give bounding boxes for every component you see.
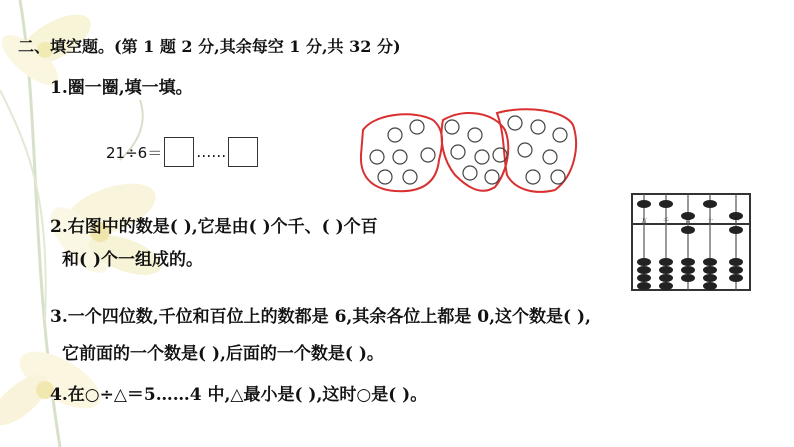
q3-line2: 它前面的一个数是( ),后面的一个数是( )。	[62, 344, 384, 364]
dot	[451, 145, 465, 159]
bead	[659, 274, 673, 282]
dot	[370, 150, 384, 164]
q3-line1: 3.一个四位数,千位和百位上的数都是 6,其余各位上都是 0,这个数是( ),	[50, 307, 591, 327]
bead	[729, 274, 743, 282]
bead	[637, 282, 651, 290]
bead	[703, 258, 717, 266]
q4-line1: 4.在○÷△＝5……4 中,△最小是( ),这时○是( )。	[50, 385, 428, 405]
abacus-label-wan: 万	[640, 218, 648, 225]
q1-title: 1.圈一圈,填一填。	[50, 78, 193, 98]
dot	[526, 170, 540, 184]
bead	[681, 274, 695, 282]
dot	[421, 148, 435, 162]
dot	[410, 120, 424, 134]
bead	[659, 258, 673, 266]
quotient-box[interactable]	[164, 137, 194, 167]
bead	[729, 258, 743, 266]
bead	[729, 266, 743, 274]
group-outline-1	[361, 114, 442, 191]
abacus-label-ge: 个	[732, 218, 740, 225]
bead	[659, 266, 673, 274]
q2-line1: 2.右图中的数是( ),它是由( )个千、( )个百	[50, 217, 378, 237]
section-heading: 二、填空题。(第 1 题 2 分,其余每空 1 分,共 32 分)	[18, 37, 401, 56]
dot	[553, 128, 567, 142]
q1-equation-row	[106, 137, 258, 167]
bead	[703, 282, 717, 290]
bead	[659, 200, 673, 208]
bead	[681, 258, 695, 266]
dot	[508, 116, 522, 130]
bead	[703, 266, 717, 274]
q1-equation: 21÷6＝	[106, 143, 163, 162]
bead	[681, 266, 695, 274]
bead	[659, 282, 673, 290]
bead	[681, 226, 695, 234]
dot	[393, 150, 407, 164]
abacus-label-qian: 千	[662, 218, 670, 225]
dot	[518, 143, 532, 157]
dot-grouping-figure	[355, 105, 580, 195]
dot	[388, 128, 402, 142]
q2-line2: 和( )个一组成的。	[62, 250, 204, 270]
abacus-figure	[630, 192, 752, 292]
dot	[445, 120, 459, 134]
dot	[468, 128, 482, 142]
dot	[378, 170, 392, 184]
remainder-separator: ……	[196, 143, 227, 161]
dot	[543, 150, 557, 164]
dot	[475, 150, 489, 164]
bead	[637, 200, 651, 208]
bead	[637, 258, 651, 266]
abacus-label-bai: 百	[684, 218, 692, 225]
bead	[729, 226, 743, 234]
dot	[463, 166, 477, 180]
bead	[703, 200, 717, 208]
dot	[531, 120, 545, 134]
dot	[485, 170, 499, 184]
bead	[703, 274, 717, 282]
dot	[403, 170, 417, 184]
dot	[551, 170, 565, 184]
remainder-box[interactable]	[228, 137, 258, 167]
bead	[637, 274, 651, 282]
bead	[637, 266, 651, 274]
abacus-label-shi: 十	[706, 218, 714, 225]
